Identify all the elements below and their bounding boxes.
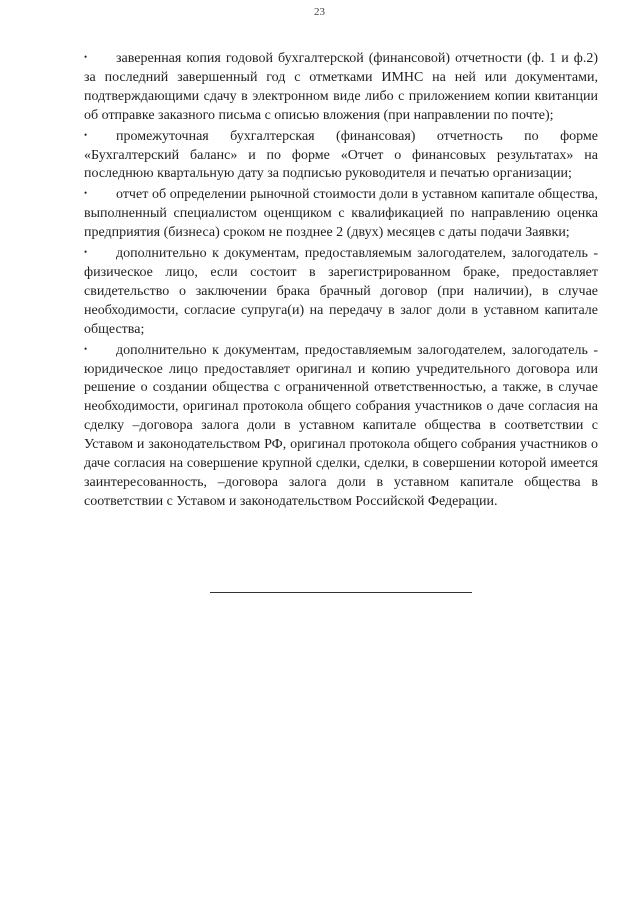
list-item-text: дополнительно к документам, предоставляемым залогодателем, залогодатель - юридическое лицо предоставляет оригинал и копию учредительного договора или решение о создании общества с ограниченной ответственностью, а также, в случае необходимости, оригинал протокола общего собрания участников о даче согласия на сделку –договора залога доли в уставном капитале общества в соответствии с Уставом и законодательством РФ, оригинал протокола общего собрания участников о даче согласия на совершение крупной сделки, сделки, в совершении которой имеется заинтересованность, –договора залога доли в уставном капитале общества в соответствии с Уставом и законодательством Российской Федерации. xyxy=(84,342,598,509)
page-number: 23 xyxy=(314,6,325,18)
bullet-icon: • xyxy=(84,188,88,199)
list-item xyxy=(84,184,598,243)
closing-rule xyxy=(210,592,472,593)
bullet-icon: • xyxy=(84,343,88,354)
list-item-text: промежуточная бухгалтерская (финансовая) отчетность по форме «Бухгалтерский баланс» и по форме «Отчет о финансовых результатах» на последнюю квартальную дату за подписью руководителя и печатью организации; xyxy=(84,128,598,182)
list-item-text: заверенная копия годовой бухгалтерской (финансовой) отчетности (ф. 1 и ф.2) за последний завершенный год с отметками ИМНС на ней или документами, подтверждающими сдачу в электронном виде либо с приложением копии квитанции об отправке заказного письма с описью вложения (при направлении по почте); xyxy=(84,51,598,123)
list-item-text: отчет об определении рыночной стоимости доли в уставном капитале общества, выполненный специалистом оценщиком с квалификацией по направлению оценка предприятия (бизнеса) сроком не позднее 2 (двух) месяцев с даты подачи Заявки; xyxy=(84,187,598,241)
bullet-icon: • xyxy=(84,129,88,140)
list-item-text: дополнительно к документам, предоставляемым залогодателем, залогодатель - физическое лицо, если состоит в зарегистрированном браке, предоставляет свидетельство о заключении брака брачный договор (при наличии), в случае необходимости, согласие супруга(и) на передачу в залог доли в уставном капитале общества; xyxy=(84,246,598,337)
bullet-icon: • xyxy=(84,247,88,258)
list-item xyxy=(84,243,598,340)
document-body xyxy=(84,48,598,512)
list-item xyxy=(84,340,598,512)
bullet-icon: • xyxy=(84,52,88,62)
list-item xyxy=(84,126,598,185)
list-item xyxy=(84,48,598,126)
